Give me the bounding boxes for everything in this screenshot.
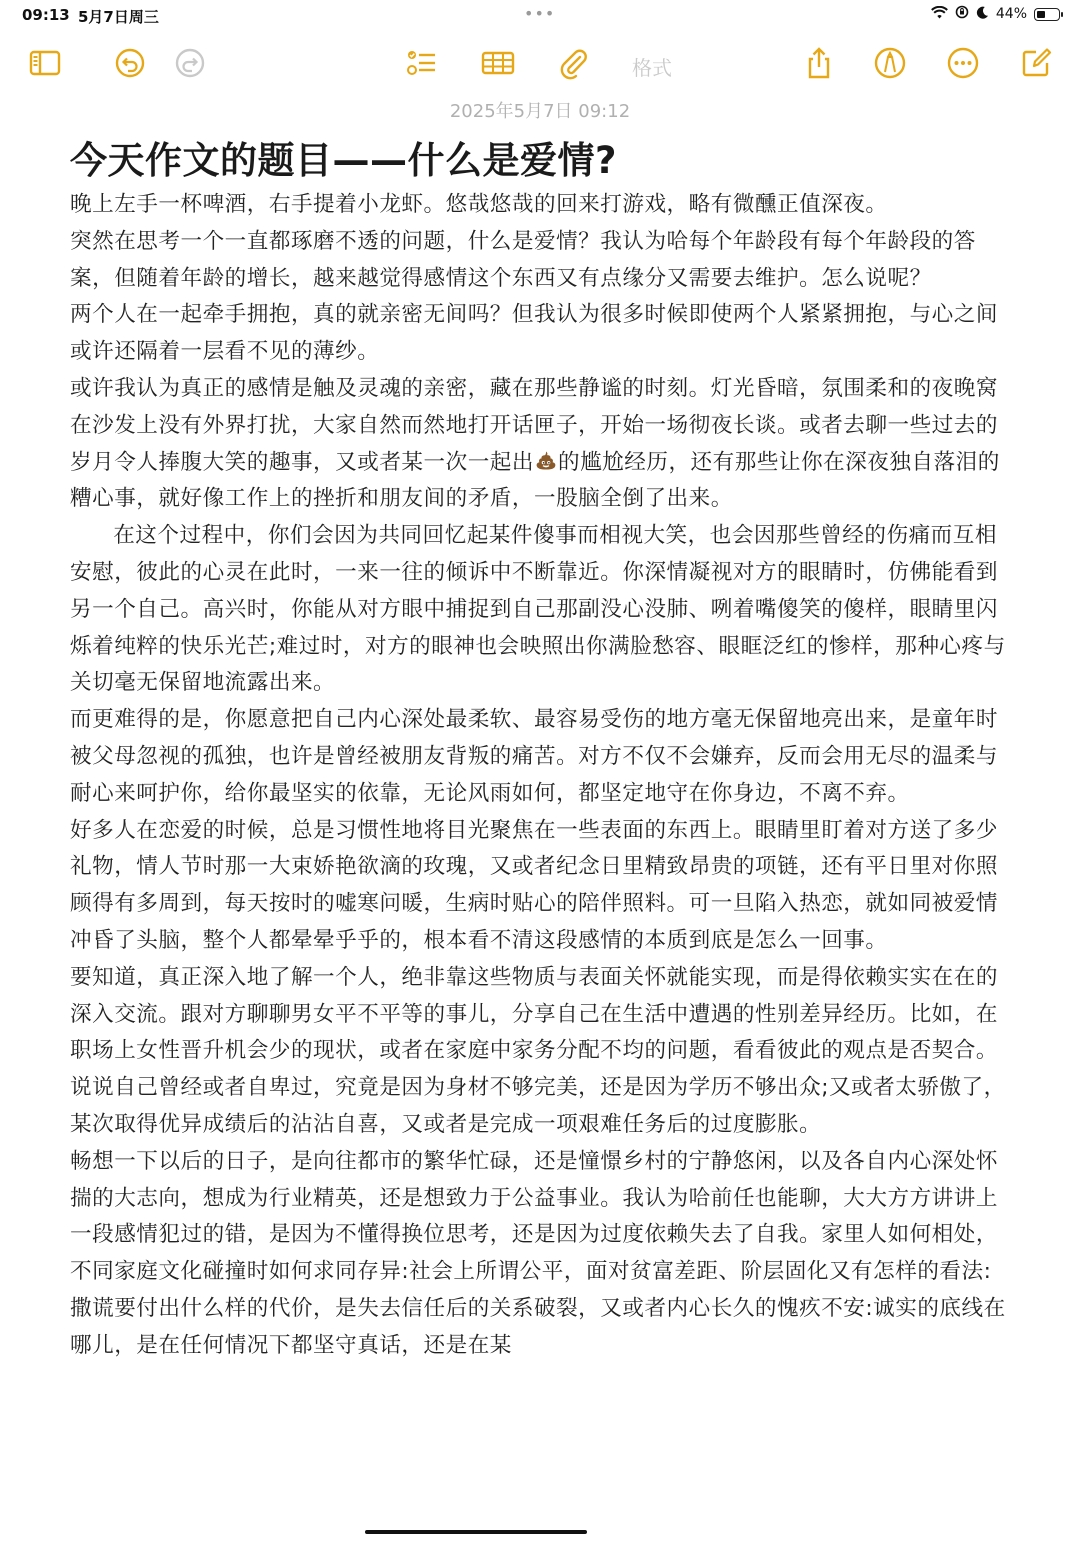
checklist-icon (404, 46, 438, 80)
screen-lock-icon (955, 5, 969, 23)
status-date: 5月7日周三 (78, 8, 159, 26)
pile-of-poo-emoji-icon (535, 450, 557, 472)
compose-icon (1019, 46, 1053, 80)
paragraph: 两个人在一起牵手拥抱，真的就亲密无间吗？但我认为很多时候即使两个人紧紧拥抱，与心之间或许还隔着一层看不见的薄纱。 (70, 302, 998, 365)
note-timestamp: 2025年5月7日 09:12 (449, 101, 631, 122)
battery-percent: 44% (995, 6, 1027, 22)
more-button[interactable] (944, 44, 982, 82)
sidebar-icon (28, 46, 62, 80)
wifi-icon (931, 6, 948, 23)
paragraph: 而更难得的是，你愿意把自己内心深处最柔软、最容易受伤的地方毫无保留地亮出来，是童年时被父母忽视的孤独，也许是曾经被朋友背叛的痛苦。对方不仅不会嫌弃，反而会用无尽的温柔与耐心来呵护你，给你最坚实的依靠，无论风雨如何，都坚定地守在你身边，不离不弃。 (70, 707, 998, 806)
home-indicator (365, 1530, 587, 1534)
paragraph: 要知道，真正深入地了解一个人，绝非靠这些物质与表面关怀就能实现，而是得依赖实实在在的深入交流。跟对方聊聊男女平不平等的事儿，分享自己在生活中遭遇的性别差异经历。比如，在职场上女性晋升机会少的现状，或者在家庭中家务分配不均的问题，看看彼此的观点是否契合。说说自己曾经或者自卑过，究竟是因为身材不够完美，还是因为学历不够出众;又或者太骄傲了，某次取得优异成绩后的沾沾自喜，又或者是完成一项艰难任务后的过度膨胀。 (70, 964, 1006, 1137)
compose-button[interactable] (1017, 44, 1055, 82)
redo-button[interactable] (171, 44, 209, 82)
do-not-disturb-moon-icon (976, 6, 989, 23)
undo-icon (113, 46, 147, 80)
attachment-button[interactable] (554, 44, 592, 82)
share-button[interactable] (800, 44, 838, 82)
paragraph: 好多人在恋爱的时候，总是习惯性地将目光聚焦在一些表面的东西上。眼睛里盯着对方送了多少礼物，情人节时那一大束娇艳欲滴的玫瑰，又或者纪念日里精致昂贵的项链，还有平日里对你照顾得有多周到，每天按时的嘘寒问暖，生病时贴心的陪伴照料。可一旦陷入热恋，就如同被爱情冲昏了头脑，整个人都晕晕乎乎的，根本看不清这段感情的本质到底是怎么一回事。 (70, 817, 998, 953)
battery-icon (1034, 8, 1060, 21)
undo-button[interactable] (111, 44, 149, 82)
status-indicators (931, 5, 1060, 23)
checklist-button[interactable] (402, 44, 440, 82)
status-time: 09:13 (22, 6, 70, 24)
paragraph (70, 371, 1010, 518)
table-icon (481, 46, 515, 80)
note-body[interactable] (70, 187, 1010, 1365)
paragraph: 在这个过程中，你们会因为共同回忆起某件傻事而相视大笑，也会因那些曾经的伤痛而互相安慰，彼此的心灵在此时，一来一往的倾诉中不断靠近。你深情凝视对方的眼睛时，仿佛能看到另一个自己。高兴时，你能从对方眼中捕捉到自己那副没心没肺、咧着嘴傻笑的傻样，眼睛里闪烁着纯粹的快乐光芒;难过时，对方的眼神也会映照出你满脸愁容、眼眶泛红的惨样，那种心疼与关切毫无保留地流露出来。 (70, 523, 1006, 696)
multitasking-dots-icon[interactable]: ••• (524, 4, 556, 23)
markup-button[interactable] (871, 44, 909, 82)
more-ellipsis-icon (946, 46, 980, 80)
table-button[interactable] (479, 44, 517, 82)
paragraph-text: 或许我认为真正的感情是触及灵魂的亲密，藏在那些静谧的时刻。灯光昏暗，氛围柔和的夜晚窝在沙发上没有外界打扰，大家自然而然地打开话匣子，开始一场彻夜长谈。或者去聊一些过去的岁月令人捧腹大笑的趣事，又或者某一次一起出 (70, 375, 998, 475)
markup-pen-icon (873, 46, 907, 80)
paragraph: 晚上左手一杯啤酒，右手提着小龙虾。悠哉悠哉的回来打游戏，略有微醺正值深夜。 (70, 192, 888, 217)
share-icon (802, 46, 836, 80)
paragraph: 突然在思考一个一直都琢磨不透的问题，什么是爱情？我认为哈每个年龄段有每个年龄段的答案，但随着年龄的增长，越来越觉得感情这个东西又有点缘分又需要去维护。怎么说呢？ (70, 228, 976, 291)
format-button[interactable]: 格式 (632, 56, 672, 80)
paperclip-icon (556, 46, 590, 80)
sidebar-toggle-button[interactable] (26, 44, 64, 82)
redo-icon (173, 46, 207, 80)
note-title[interactable]: 今天作文的题目——什么是爱情? (70, 139, 617, 182)
status-bar (0, 0, 1080, 32)
paragraph: 畅想一下以后的日子，是向往都市的繁华忙碌，还是憧憬乡村的宁静悠闲，以及各自内心深处怀揣的大志向，想成为行业精英，还是想致力于公益事业。我认为哈前任也能聊，大大方方讲讲上一段感情犯过的错，是因为不懂得换位思考，还是因为过度依赖失去了自我。家里人如何相处，不同家庭文化碰撞时如何求同存异:社会上所谓公平，面对贫富差距、阶层固化又有怎样的看法:撒谎要付出什么样的代价，是失去信任后的关系破裂，又或者内心长久的愧疚不安:诚实的底线在哪儿，是在任何情况下都坚守真话，还是在某 (70, 1148, 1006, 1358)
paragraph-text: 的尴尬经历，还有那些让你在深夜独自落泪的糟心事，就好像工作上的挫折和朋友间的矛盾，一股脑全倒了出来。 (70, 449, 1000, 512)
notes-toolbar (0, 40, 1080, 90)
